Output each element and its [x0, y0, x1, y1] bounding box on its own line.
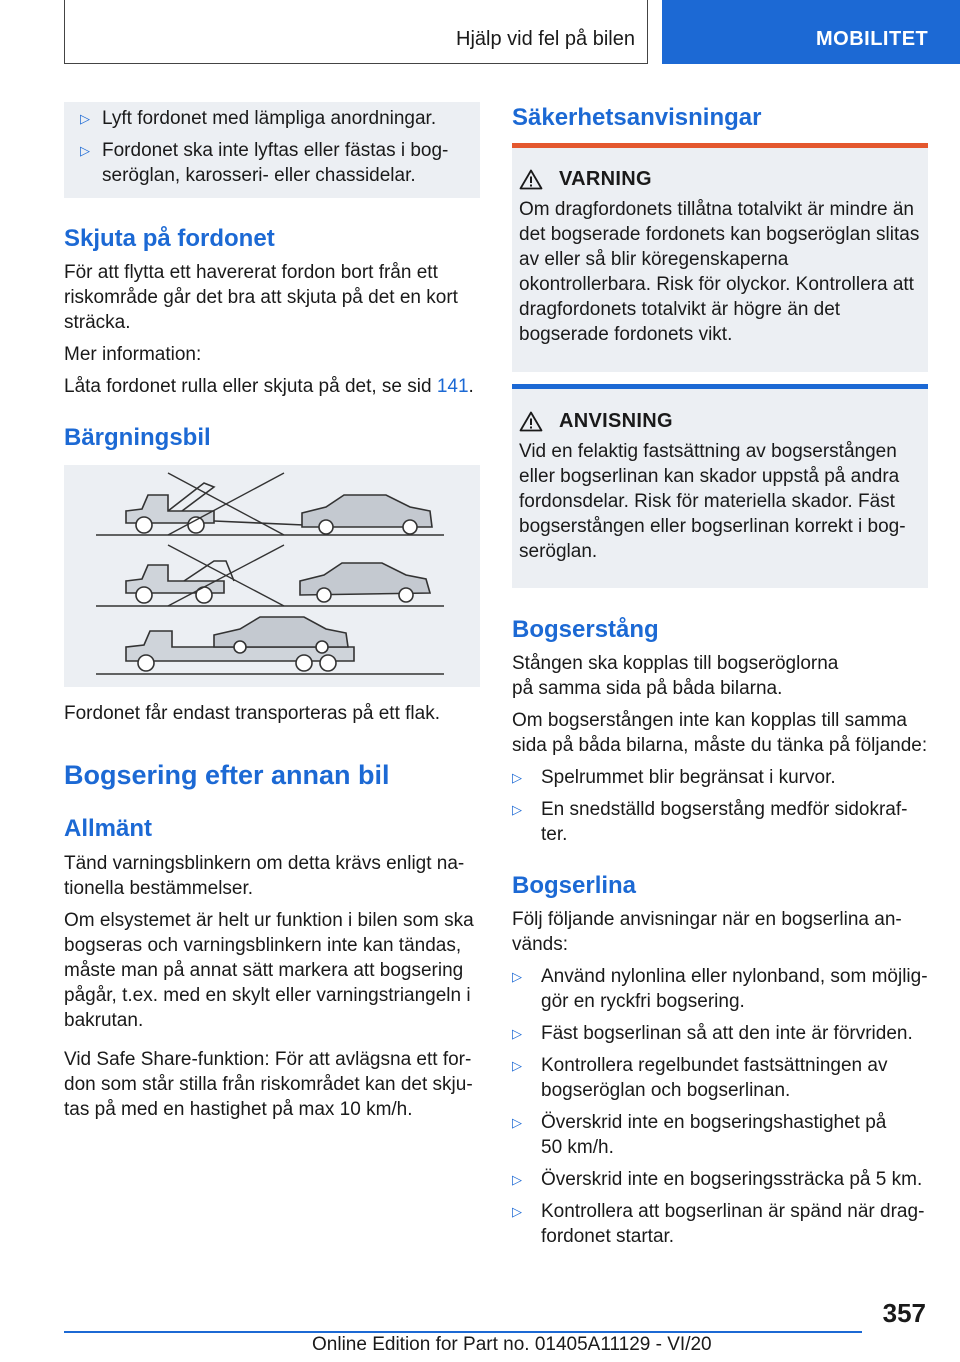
page-number: 357 — [882, 1298, 926, 1328]
list-item — [512, 1053, 928, 1103]
warning-title: VARNING — [559, 168, 652, 190]
notice-title: ANVISNING — [559, 410, 673, 432]
list-item — [80, 106, 470, 131]
warning-text: Om dragfordonets tillåtna totalvikt är mindre än det bogserade fordonets kan bogseröglan slitas av eller så blir köregenskaperna okontrollerbara. Risk för olyckor. Kontrollera att dragfordonets totalvikt är högre än det bogserade fordonets vikt. — [519, 199, 920, 345]
section-heading-tow-truck: Bärgningsbil — [64, 424, 211, 451]
section-heading-push: Skjuta på fordonet — [64, 225, 275, 252]
section-heading-general: Allmänt — [64, 815, 153, 842]
tow-rope-paragraph: Följ följande anvisningar när en bogserlina an- vänds: — [512, 909, 902, 955]
roll-reference — [64, 374, 474, 399]
triangle-bullet-icon: ▷ — [512, 1115, 522, 1130]
footer-edition: Online Edition for Part no. 01405A11129 - VI/20 — [312, 1334, 712, 1355]
list-item-text: Kontrollera att bogserlinan är spänd när drag- fordonet startar. — [541, 1201, 925, 1247]
header-section-label: MOBILITET — [816, 28, 929, 50]
list-item-text: Kontrollera regelbundet fastsättningen av bogseröglan och bogserlinan. — [541, 1055, 888, 1101]
tow-truck-diagram — [64, 465, 480, 687]
list-item — [512, 1199, 928, 1249]
notice-text: Vid en felaktig fastsättning av bogserstången eller bogserlinan kan skador uppstå på andra fordonsdelar. Risk för materiella skador. Fäst bogserstången eller bogserlinan korrekt i bog- seröglan. — [519, 441, 906, 562]
list-item-text: Fordonet ska inte lyftas eller fästas i bog- seröglan, karosseri- eller chassidelar. — [102, 140, 449, 186]
list-item — [512, 1167, 928, 1192]
warning-header — [519, 168, 924, 191]
section-heading-safety: Säkerhetsanvisningar — [512, 104, 762, 131]
triangle-bullet-icon: ▷ — [80, 143, 90, 158]
list-item-text: Använd nylonlina eller nylonband, som möjlig- gör en ryckfri bogsering. — [541, 966, 928, 1012]
header-section-tab — [662, 0, 960, 64]
general-paragraph-2: Om elsystemet är helt ur funktion i bilen som ska bogseras och varningsblinkern inte kan tändas, måste man på annat sätt markera att bogsering pågår, t.ex. med en skylt eller varningstriangeln i bakrutan. — [64, 910, 474, 1031]
footer-divider — [64, 1331, 862, 1333]
list-item — [512, 964, 928, 1014]
list-item — [80, 138, 470, 188]
warning-triangle-icon — [519, 169, 543, 190]
list-item-text: Lyft fordonet med lämpliga anordningar. — [102, 108, 437, 129]
list-item-text: Fäst bogserlinan så att den inte är förvriden. — [541, 1023, 913, 1044]
triangle-bullet-icon: ▷ — [512, 1026, 522, 1041]
triangle-bullet-icon: ▷ — [512, 1058, 522, 1073]
list-item-text: Överskrid inte en bogseringshastighet på 50 km/h. — [541, 1112, 887, 1158]
warning-content — [519, 168, 924, 347]
list-item — [512, 797, 928, 847]
list-item-text: Spelrummet blir begränsat i kurvor. — [541, 767, 836, 788]
triangle-bullet-icon: ▷ — [512, 770, 522, 785]
triangle-bullet-icon: ▷ — [512, 1204, 522, 1219]
list-item — [512, 1021, 928, 1046]
general-paragraph-3: Vid Safe Share-funktion: För att avlägsna ett for- don som står stilla från riskområdet kan det skju- tas på med en hastighet på max 10 km/h. — [64, 1049, 473, 1120]
general-paragraph-1: Tänd varningsblinkern om detta krävs enligt na- tionella bestämmelser. — [64, 853, 465, 899]
triangle-bullet-icon: ▷ — [512, 969, 522, 984]
triangle-bullet-icon: ▷ — [512, 1172, 522, 1187]
section-heading-tow-bar: Bogserstång — [512, 616, 659, 643]
triangle-bullet-icon: ▷ — [512, 802, 522, 817]
header-title: Hjälp vid fel på bilen — [456, 28, 635, 50]
notice-triangle-icon — [519, 411, 543, 432]
page-link[interactable]: 141 — [436, 376, 469, 397]
triangle-bullet-icon: ▷ — [80, 111, 90, 126]
tow-rope-list — [512, 964, 928, 1249]
instruction-list — [80, 106, 470, 188]
header-title-box — [64, 0, 648, 64]
push-paragraph: För att flytta ett havererat fordon bort från ett riskområde går det bra att skjuta på det en kort sträcka. — [64, 262, 458, 333]
notice-header — [519, 410, 924, 433]
more-info-label: Mer information: — [64, 344, 202, 365]
roll-reference-end: . — [468, 376, 474, 397]
tow-bar-paragraph-2: Om bogserstången inte kan kopplas till samma sida på båda bilarna, måste du tänka på följande: — [512, 710, 928, 756]
list-item — [512, 1110, 928, 1160]
roll-reference-text: Låta fordonet rulla eller skjuta på det, se sid — [64, 376, 432, 397]
tow-bar-list — [512, 765, 928, 847]
section-heading-tow-rope: Bogserlina — [512, 872, 637, 899]
section-heading-towing: Bogsering efter annan bil — [64, 760, 390, 790]
list-item-text: Överskrid inte en bogseringssträcka på 5 km. — [541, 1169, 923, 1190]
tow-bar-paragraph-1: Stången ska kopplas till bogseröglorna på samma sida på båda bilarna. — [512, 653, 839, 699]
list-item-text: En snedställd bogserstång medför sidokraf- ter. — [541, 799, 908, 845]
list-item — [512, 765, 928, 790]
tow-truck-illustration — [64, 465, 480, 687]
image-caption: Fordonet får endast transporteras på ett flak. — [64, 703, 440, 724]
notice-content — [519, 410, 924, 564]
